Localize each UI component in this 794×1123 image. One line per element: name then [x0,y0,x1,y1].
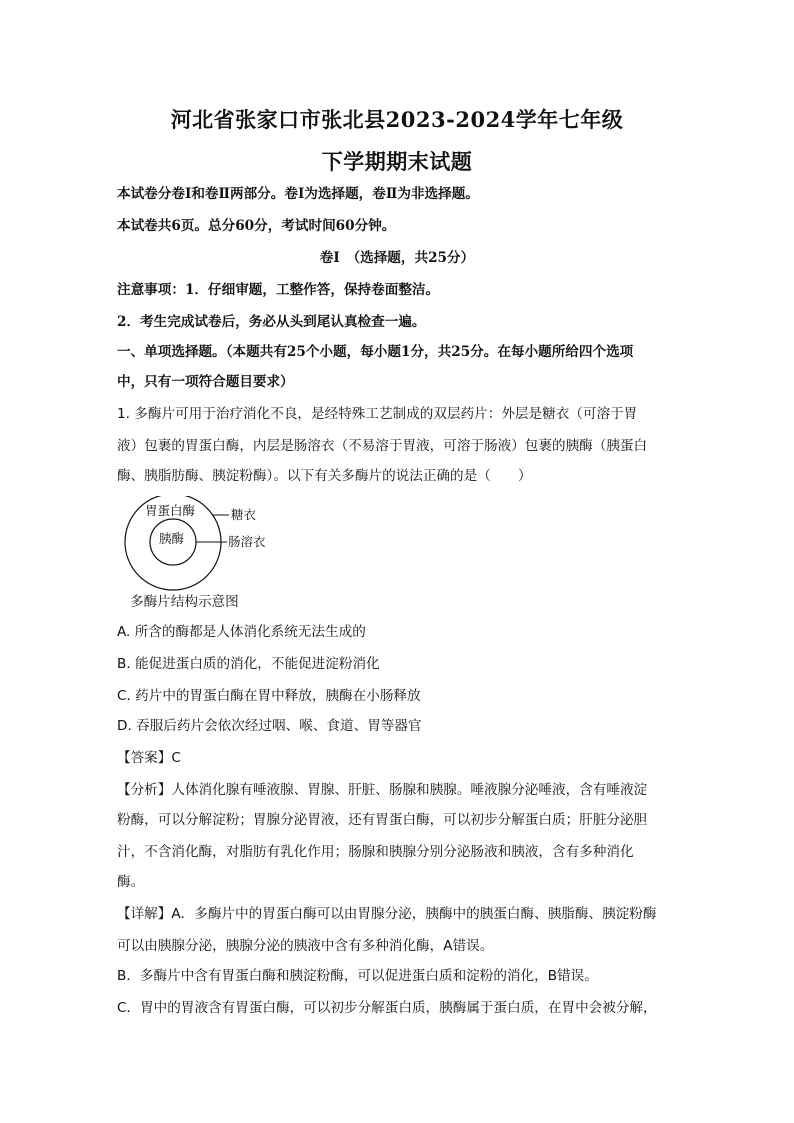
detail-line-1: 【详解】A．多酶片中的胃蛋白酶可以由胃腺分泌，胰酶中的胰蛋白酶、胰脂酶、胰淀粉酶 [117,906,657,922]
notice-line-2: 2．考生完成试卷后，务必从头到尾认真检查一遍。 [117,314,426,330]
question1-stem-line-2: 液）包裹的胃蛋白酶，内层是肠溶衣（不易溶于胃液，可溶于肠液）包裹的胰酶（胰蛋白 [117,438,648,454]
analysis-line-4: 酶。 [117,874,145,890]
option-a: A. 所含的酶都是人体消化系统无法生成的 [117,624,366,640]
sugar-coating-label: 糖衣 [231,507,257,522]
option-c: C. 药片中的胃蛋白酶在胃中释放，胰酶在小肠释放 [117,688,421,704]
question1-stem-line-1: 1. 多酶片可用于治疗消化不良，是经特殊工艺制成的双层药片：外层是糖衣（可溶于胃 [117,406,638,422]
question1-stem-line-3: 酶、胰脂肪酶、胰淀粉酶）。以下有关多酶片的说法正确的是（ ） [117,468,532,484]
diagram-caption: 多酶片结构示意图 [130,594,239,610]
detail-line-3: B．多酶片中含有胃蛋白酶和胰淀粉酶，可以促进蛋白质和淀粉的消化，B错误。 [117,968,598,984]
intro-line-1: 本试卷分卷Ⅰ和卷Ⅱ两部分。卷Ⅰ为选择题，卷Ⅱ为非选择题。 [117,186,479,202]
section-heading: 卷Ⅰ （选择题，共25分） [319,250,475,266]
analysis-line-2: 粉酶，可以分解淀粉；胃腺分泌胃液，还有胃蛋白酶，可以初步分解蛋白质；肝脏分泌胆 [117,812,648,828]
exam-title-line2: 下学期期末试题 [321,149,473,174]
analysis-line-1: 【分析】人体消化腺有唾液腺、胃腺、肝脏、肠腺和胰腺。唾液腺分泌唾液，含有唾液淀 [117,782,648,798]
notice-line-1: 注意事项：1．仔细审题，工整作答，保持卷面整洁。 [117,282,440,298]
detail-line-2: 可以由胰腺分泌，胰腺分泌的胰液中含有多种消化酶，A错误。 [117,938,494,954]
intro-line-2: 本试卷共6页。总分60分，考试时间60分钟。 [117,218,396,234]
answer-line: 【答案】C [117,750,181,766]
enteric-coating-label: 肠溶衣 [228,534,266,549]
part1-instructions-line-1: 一、单项选择题。（本题共有25个小题，每小题1分，共25分。在每小题所给四个选项 [117,344,634,360]
part1-instructions-line-2: 中，只有一项符合题目要求） [117,374,294,390]
exam-title-line1: 河北省张家口市张北县2023-2024学年七年级 [170,107,624,132]
pancreatin-label: 胰酶 [159,531,185,546]
option-d: D. 吞服后药片会依次经过咽、喉、食道、胃等器官 [117,718,422,734]
analysis-line-3: 汁，不含消化酶，对脂肪有乳化作用；肠腺和胰腺分别分泌肠液和胰液，含有多种消化 [117,844,634,860]
pepsin-label: 胃蛋白酶 [145,503,196,518]
option-b: B. 能促进蛋白质的消化，不能促进淀粉消化 [117,656,380,672]
detail-line-4: C．胃中的胃液含有胃蛋白酶，可以初步分解蛋白质，胰酶属于蛋白质，在胃中会被分解， [117,1000,657,1016]
multienzyme-tablet-diagram [117,496,297,592]
